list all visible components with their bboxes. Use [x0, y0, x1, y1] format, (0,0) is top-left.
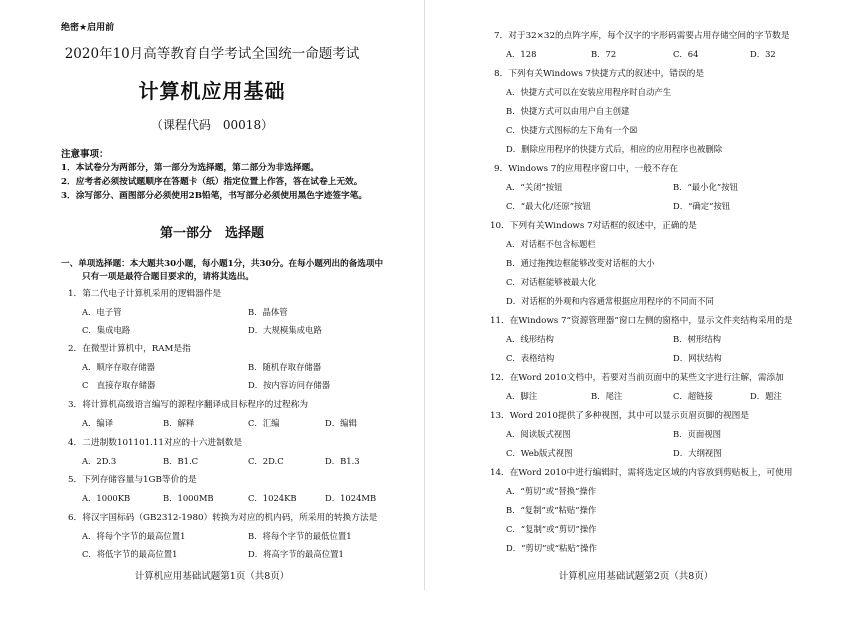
course-code: （课程代码 00018） — [150, 118, 274, 132]
question-option: A．“剪切”或“替换”操作 — [506, 486, 597, 496]
question-option: C．64 — [673, 49, 699, 59]
question-option: C．快捷方式图标的左下角有一个☒ — [506, 125, 638, 135]
question-option: A．顺序存取存储器 — [82, 362, 156, 372]
question-option: D．编辑 — [325, 418, 357, 428]
question-option: B．页面视图 — [673, 429, 722, 439]
question-option: A．快捷方式可以在安装应用程序时自动产生 — [506, 87, 672, 97]
note-item: 1．本试卷分为两部分，第一部分为选择题，第二部分为非选择题。 — [61, 163, 319, 173]
question-option: D．大规模集成电路 — [248, 325, 322, 335]
question-option: C．2D.C — [248, 456, 284, 466]
question-stem: 5．下列存储容量与1GB等价的是 — [68, 475, 197, 485]
note-item: 3．涂写部分、画图部分必须使用2B铅笔，书写部分必须使用黑色字迹签字笔。 — [61, 191, 368, 201]
question-stem: 2．在微型计算机中，RAM是指 — [68, 344, 191, 354]
question-option: A．对话框不包含标题栏 — [506, 239, 596, 249]
page-footer: 计算机应用基础试题第1页（共8页） — [134, 571, 290, 582]
question-option: B．通过拖拽边框能够改变对话框的大小 — [506, 258, 655, 268]
question-option: A．脚注 — [506, 391, 538, 401]
question-option: D．按内容访问存储器 — [248, 380, 331, 390]
question-option: A．阅读版式视图 — [506, 429, 571, 439]
question-option: B．快捷方式可以由用户自主创建 — [506, 106, 630, 116]
question-stem: 14．在Word 2010中进行编辑时，需将选定区域的内容放到剪贴板上，可使用 — [490, 468, 793, 478]
question-option: C．集成电路 — [82, 325, 131, 335]
section-instruction: 只有一项是最符合题目要求的，请将其选出。 — [82, 272, 254, 282]
section-instruction: 一、单项选择题：本大题共30小题，每小题1分，共30分。在每小题列出的备选项中 — [61, 259, 384, 269]
confidential-mark: 绝密★启用前 — [61, 23, 115, 33]
question-option: D．对话框的外观和内容通常根据应用程序的不同而不同 — [506, 296, 714, 306]
question-option: C．Web版式视图 — [506, 448, 573, 458]
question-option: A．128 — [506, 49, 537, 59]
question-stem: 4．二进制数101101.11对应的十六进制数是 — [68, 438, 243, 448]
question-option: C．“复制”或“剪切”操作 — [506, 524, 597, 534]
question-option: B．“最小化”按钮 — [673, 182, 738, 192]
question-option: B．B1.C — [163, 456, 199, 466]
question-stem: 11．在Windows 7“资源管理器”窗口左侧的窗格中，显示文件夹结构采用的是 — [490, 316, 793, 326]
part-title: 第一部分 选择题 — [159, 226, 264, 241]
question-option: B．“复制”或“粘贴”操作 — [506, 505, 597, 515]
question-option: D．大纲视图 — [673, 448, 722, 458]
question-option: C．表格结构 — [506, 353, 555, 363]
question-option: A．编译 — [82, 418, 114, 428]
question-option: C．对话框能够被最大化 — [506, 277, 597, 287]
question-stem: 10．下列有关Windows 7对话框的叙述中，正确的是 — [490, 221, 697, 231]
question-option: B．72 — [591, 49, 617, 59]
question-option: B．尾注 — [591, 391, 623, 401]
question-option: C 直接存取存储器 — [82, 380, 156, 390]
page-footer: 计算机应用基础试题第2页（共8页） — [558, 571, 714, 582]
question-stem: 12．在Word 2010文档中，若要对当前页面中的某些文字进行注解，需添加 — [490, 373, 784, 383]
question-option: B．树形结构 — [673, 334, 722, 344]
question-stem: 9．Windows 7的应用程序窗口中，一般不存在 — [494, 164, 678, 174]
question-option: D．将高字节的最高位置1 — [248, 549, 344, 559]
question-option: D．32 — [750, 49, 776, 59]
question-option: A．线形结构 — [506, 334, 554, 344]
question-option: A．电子管 — [82, 307, 122, 317]
question-option: B．解释 — [163, 418, 195, 428]
question-option: A．将每个字节的最高位置1 — [82, 531, 186, 541]
question-option: D．1024MB — [325, 493, 377, 503]
question-stem: 7．对于32×32的点阵字库，每个汉字的字形码需要占用存储空间的字节数是 — [494, 31, 790, 41]
question-option: A．“关闭”按钮 — [506, 182, 563, 192]
question-stem: 3．将计算机高级语言编写的源程序翻译成目标程序的过程称为 — [68, 400, 309, 410]
question-option: D．B1.3 — [325, 456, 360, 466]
notes-heading: 注意事项： — [61, 149, 109, 160]
question-option: D．“剪切”或“粘贴”操作 — [506, 543, 597, 553]
question-option: D．“确定”按钮 — [673, 201, 731, 211]
question-option: C．将低字节的最高位置1 — [82, 549, 178, 559]
question-option: B．将每个字节的最低位置1 — [248, 531, 352, 541]
question-option: D．删除应用程序的快捷方式后，相应的应用程序也被删除 — [506, 144, 723, 154]
question-option: C．超链接 — [673, 391, 713, 401]
question-stem: 8．下列有关Windows 7快捷方式的叙述中，错误的是 — [494, 69, 705, 79]
question-option: C．1024KB — [248, 493, 297, 503]
question-option: C．汇编 — [248, 418, 280, 428]
question-option: D．网状结构 — [673, 353, 722, 363]
question-stem: 6．将汉字国标码（GB2312-1980）转换为对应的机内码，所采用的转换方法是 — [68, 513, 378, 523]
question-option: C．“最大化/还原”按钮 — [506, 201, 591, 211]
question-option: D．题注 — [750, 391, 782, 401]
question-option: A．2D.3 — [82, 456, 117, 466]
exam-title: 2020年10月高等教育自学考试全国统一命题考试 — [64, 46, 360, 62]
exam-page-2 — [424, 0, 848, 623]
question-option: B．随机存取存储器 — [248, 362, 322, 372]
question-stem: 13．Word 2010提供了多种视图，其中可以显示页眉页脚的视图是 — [490, 411, 750, 421]
question-option: A．1000KB — [82, 493, 131, 503]
question-option: B．1000MB — [163, 493, 214, 503]
question-option: B．晶体管 — [248, 307, 288, 317]
subject-title: 计算机应用基础 — [138, 79, 286, 103]
question-stem: 1．第二代电子计算机采用的逻辑器件是 — [68, 289, 222, 299]
note-item: 2．应考者必须按试题顺序在答题卡（纸）指定位置上作答，答在试卷上无效。 — [61, 177, 363, 187]
